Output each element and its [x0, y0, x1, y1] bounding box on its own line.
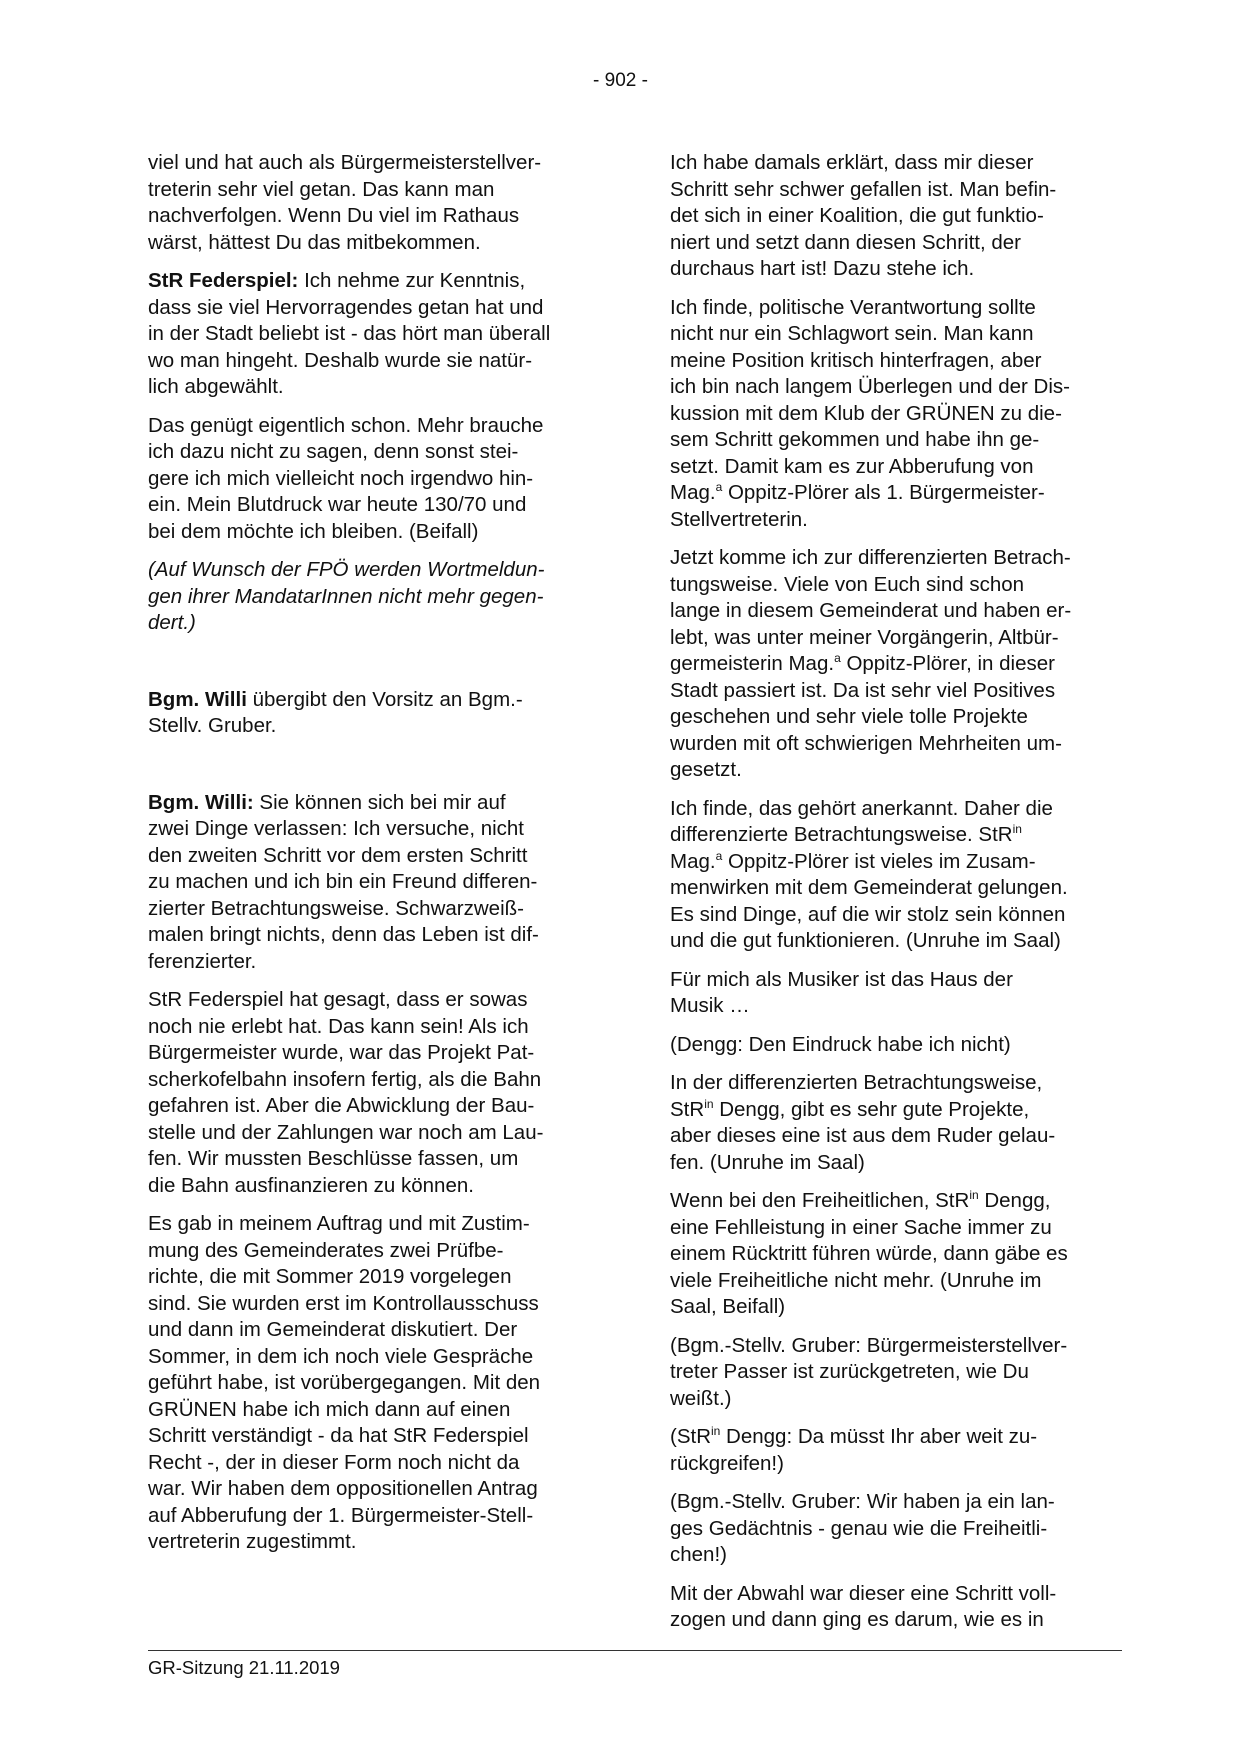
interjection: (StR$^{in}$ Dengg: Da müsst Ihr aber weit zu- rückgreifen!)	[670, 1424, 1038, 1475]
paragraph: Ich habe damals erklärt, dass mir dieser Schritt sehr schwer gefallen ist. Man befin- det sich in einer Koalition, die gut funktio- niert und setzt dann diesen Schritt, der durchaus hart ist! Dazu stehe ich.	[670, 151, 1057, 280]
paragraph: Bgm. Willi: Sie können sich bei mir auf zwei Dinge verlassen: Ich versuche, nicht den zweiten Schritt vor dem ersten Schritt zu machen und ich bin ein Freund differen- zierter Betrachtungsweise. Schwarzweiß- malen bringt nichts, denn das Leben ist dif- ferenzierter.	[148, 790, 539, 973]
paragraph: Bgm. Willi übergibt den Vorsitz an Bgm.- Stellv. Gruber.	[148, 687, 523, 737]
page-number: - 902 -	[593, 70, 648, 91]
speaker-name: StR Federspiel:	[148, 269, 299, 292]
paragraph: Ich finde, das gehört anerkannt. Daher die differenzierte Betrachtungsweise. StR$^{in}$ Mag.$^a$ Oppitz-Plörer ist vieles im Zusam- menwirken mit dem Gemeinderat gelungen. Es sind Dinge, auf die wir stolz sein können und die gut funktionieren. (Unruhe im Saal)	[670, 796, 1068, 952]
speaker-name: Bgm. Willi	[148, 687, 247, 711]
left-column	[148, 150, 600, 1568]
speaker-name: Bgm. Willi:	[148, 790, 254, 814]
paragraph: Das genügt eigentlich schon. Mehr brauche ich dazu nicht zu sagen, denn sonst stei- gere ich mich vielleicht noch irgendwo hin- ein. Mein Blutdruck war heute 130/70 und bei dem möchte ich bleiben. (Beifall)	[148, 413, 544, 543]
paragraph: Für mich als Musiker ist das Haus der Musik …	[670, 967, 1013, 1017]
footer-divider	[148, 1650, 1122, 1651]
footer-text: GR-Sitzung 21.11.2019	[148, 1657, 340, 1678]
paragraph: Mit der Abwahl war dieser eine Schritt voll- zogen und dann ging es darum, wie es in	[670, 1581, 1057, 1631]
paragraph: StR Federspiel hat gesagt, dass er sowas noch nie erlebt hat. Das kann sein! Als ich Bürgermeister wurde, war das Projekt Pat- scherkofelbahn insofern fertig, als die Bahn gefahren ist. Aber die Abwicklung der Bau- stelle und der Zahlungen war noch am Lau- fen. Wir mussten Beschlüsse fassen, um die Bahn ausfinanzieren zu können.	[148, 988, 544, 1197]
interjection: (Bgm.-Stellv. Gruber: Wir haben ja ein lan- ges Gedächtnis - genau wie die Freiheitli- chen!)	[670, 1490, 1055, 1566]
paragraph: Wenn bei den Freiheitlichen, StR$^{in}$ Dengg, eine Fehlleistung in einer Sache immer zu einem Rücktritt führen würde, dann gäbe es viele Freiheitliche nicht mehr. (Unruhe im Saal, Beifall)	[670, 1188, 1068, 1318]
paragraph: Ich finde, politische Verantwortung sollte nicht nur ein Schlagwort sein. Man kann meine Position kritisch hinterfragen, aber ich bin nach langem Überlegen und der Dis- kussion mit dem Klub der GRÜNEN zu die- sem Schritt gekommen und habe ihn ge- setzt. Damit kam es zur Abberufung von Mag.$^a$ Oppitz-Plörer als 1. Bürgermeister- Stellvertreterin.	[670, 295, 1070, 531]
editorial-note: (Auf Wunsch der FPÖ werden Wortmeldun- gen ihrer MandatarInnen nicht mehr gegen- dert.)	[148, 558, 545, 634]
paragraph: Jetzt komme ich zur differenzierten Betrach- tungsweise. Viele von Euch sind schon lange in diesem Gemeinderat und haben er- lebt, was unter meiner Vorgängerin, Altbür- germeisterin Mag.$^a$ Oppitz-Plörer, in dieser Stadt passiert ist. Da ist sehr viel Positives geschehen und sehr viele tolle Projekte wurden mit oft schwierigen Mehrheiten um- gesetzt.	[670, 546, 1072, 781]
paragraph: In der differenzierten Betrachtungsweise, StR$^{in}$ Dengg, gibt es sehr gute Projekte, aber dieses eine ist aus dem Ruder gelau- fen. (Unruhe im Saal)	[670, 1071, 1056, 1174]
paragraph: Es gab in meinem Auftrag und mit Zustim- mung des Gemeinderates zwei Prüfbe- richte, die mit Sommer 2019 vorgelegen sind. Sie wurden erst im Kontrollausschuss und dann im Gemeinderat diskutiert. Der Sommer, in dem ich noch viele Gespräche geführt habe, ist vorübergegangen. Mit den GRÜNEN habe ich mich dann auf einen Schritt verständigt - da hat StR Federspiel Recht -, der in dieser Form noch nicht da war. Wir haben dem oppositionellen Antrag auf Abberufung der 1. Bürgermeister-Stell- vertreterin zugestimmt.	[148, 1212, 541, 1553]
interjection: (Bgm.-Stellv. Gruber: Bürgermeisterstellver- treter Passer ist zurückgetreten, wie Du weißt.)	[670, 1333, 1068, 1410]
interjection: (Dengg: Den Eindruck habe ich nicht)	[670, 1032, 1011, 1056]
paragraph: StR Federspiel: Ich nehme zur Kenntnis, dass sie viel Hervorragendes getan hat und in der Stadt beliebt ist - das hört man überall wo man hingeht. Deshalb wurde sie natür- lich abgewählt.	[148, 269, 551, 398]
paragraph: viel und hat auch als Bürgermeisterstellver- treterin sehr viel getan. Das kann man nachverfolgen. Wenn Du viel im Rathaus wärst, hättest Du das mitbekommen.	[148, 151, 542, 254]
right-column	[670, 150, 1122, 1646]
